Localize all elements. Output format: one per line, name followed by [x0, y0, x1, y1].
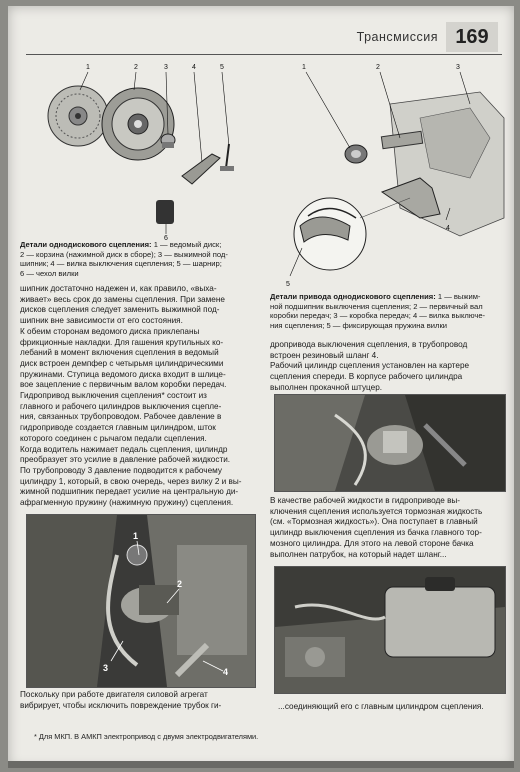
text-line: шипник достаточно надежен и, как правило, «выха- [20, 284, 217, 293]
text-line: ния, связанных трубопроводом. Рабочее давление в [20, 412, 222, 422]
text-line: преобразует это усилие в давление рабочей жидкости. [20, 455, 231, 465]
text-line: сцепления спереди. В корпусе рабочего цилиндра [270, 372, 463, 382]
caption-line: ния сцепления; 5 — фиксирующая пружина вилки [270, 320, 448, 330]
gearbox-drawing [390, 92, 504, 236]
photo1-label: 2 [177, 579, 183, 589]
text-line: Поскольку при работе двигателя силовой агрегат [20, 690, 208, 699]
fig2-caption-title: Детали привода однодискового сцепления: [270, 292, 436, 301]
caption-line: 2 — корзина (нажимной диск в сборе); 3 — выжимной под- [20, 249, 228, 259]
text-line: вое зацепление с первичным валом коробки передач. [20, 380, 227, 390]
text-line: пружинами. Ступица ведомого диска входит в шлице- [20, 369, 226, 379]
text-line: выполнен патрубок, на который надет шланг... [270, 549, 447, 559]
caption-line: 6 — чехол вилки [20, 268, 79, 278]
release-fork-drawing [182, 154, 220, 184]
brake-reservoir-photo [274, 566, 506, 694]
caption-line: коробки передач; 3 — коробка передач; 4 — вилка выключе- [270, 311, 486, 321]
photo1-label: 1 [133, 531, 139, 541]
page-header [26, 24, 502, 55]
text-line: встроен резиновый шланг 4. [270, 350, 379, 360]
caption-line: 1 — ведомый диск; [151, 240, 222, 249]
pivot-drawing [220, 144, 234, 171]
bleeder-fitting-photo [274, 394, 506, 492]
clutch-parts-figure [26, 58, 266, 240]
left-column-text [20, 284, 258, 509]
text-line: В качестве рабочей жидкости в гидроприводе вы- [270, 496, 461, 505]
text-line: главного и рабочего цилиндров выключения сцепле- [20, 401, 222, 411]
footnote: * Для МКП. В АМКП электропривод с двумя электродвигателями. [34, 732, 259, 741]
photo1-label: 3 [103, 663, 109, 673]
right-column-text [270, 340, 506, 394]
fig2-label: 3 [456, 64, 460, 71]
text-line: К обеим сторонам ведомого диска приклепаны [20, 326, 200, 336]
text-line: дроприводa выключения сцепления, в трубопровод [270, 340, 468, 349]
text-line: жимной подшипник передает усилие на центральную ди- [20, 487, 239, 497]
fork-boot-drawing [156, 200, 174, 224]
text-line: ключения сцепления используется тормозная жидкость [270, 506, 483, 516]
caption-line: 1 — выжим- [435, 292, 481, 301]
clutch-drive-figure [270, 58, 508, 292]
release-bearing-drawing [345, 145, 367, 163]
fig1-label: 6 [164, 235, 168, 240]
caption-line: ной подшипник выключения сцепления; 2 — первичный вал [270, 301, 483, 311]
text-line: диск встроен демпфер с четырьмя цилиндрическими [20, 358, 224, 368]
retaining-spring-detail [294, 198, 410, 270]
text-line: По трубопроводу 3 давление подводится к рабочему [20, 465, 222, 475]
text-line: которого соединен с рычагом педали сцепления. [20, 433, 207, 443]
fig1-caption-title: Детали однодискового сцепления: [20, 240, 152, 249]
text-line: гидроприводе создается главным цилиндром, шток [20, 423, 216, 433]
text-line: (см. «Тормозная жидкость»). Она поступает в главный [270, 517, 478, 527]
fig1-label: 4 [192, 64, 196, 71]
fig2-label: 2 [376, 64, 380, 71]
fig1-label: 2 [134, 64, 138, 71]
text-line: Когда водитель нажимает педаль сцепления, цилиндр [20, 444, 228, 454]
working-cylinder-photo [26, 514, 256, 688]
fig2-label: 4 [446, 225, 450, 232]
release-bearing-drawing [161, 134, 175, 148]
page-number: 169 [446, 22, 498, 52]
fig1-label: 1 [86, 64, 90, 71]
fig2-label: 5 [286, 281, 290, 288]
book-page [8, 6, 514, 768]
photo1-label: 4 [223, 667, 229, 677]
fig2-label: 1 [302, 64, 306, 71]
right-bottom-text: ...соединяющий его с главным цилиндром сцепления. [278, 702, 484, 711]
text-line: выполнен прокачной штуцер. [270, 382, 383, 392]
text-line: Рабочий цилиндр сцепления установлен на картере [270, 361, 470, 371]
caption-line: шипник; 4 — вилка выключения сцепления; 5 — шарнир; [20, 259, 222, 269]
pressure-plate-drawing [102, 88, 174, 160]
fig1-caption [20, 240, 258, 278]
fig1-label: 3 [164, 64, 168, 71]
right-mid-text [270, 496, 506, 560]
text-line: шипник вне зависимости от его состояния. [20, 316, 183, 326]
text-line: афрагменную пружину (нажимную пружину) сцепления. [20, 498, 234, 508]
text-line: вибрирует, чтобы исключить повреждение трубок ги- [20, 700, 222, 710]
left-bottom-text [20, 690, 258, 711]
text-line: цилиндр выключения сцепления из бачка главного тор- [270, 528, 482, 538]
page-edge-bar [8, 761, 514, 768]
fig1-label: 5 [220, 64, 224, 71]
driven-disc-drawing [48, 86, 108, 146]
section-title: Трансмиссия [356, 30, 438, 44]
fig2-caption [270, 292, 506, 330]
text-line: дисков сцепления следует заменить выжимной под- [20, 305, 220, 315]
text-line: фрикционные накладки. Для гашения крутильных ко- [20, 337, 224, 347]
text-line: живает» весь срок до замены сцепления. При замене [20, 294, 225, 304]
text-line: цилиндру 1, который, в свою очередь, через вилку 2 и вы- [20, 476, 242, 486]
text-line: лебаний в момент включения сцепления в ведомый [20, 348, 219, 358]
text-line: Гидропривод выключения сцепления* состоит из [20, 391, 207, 401]
text-line: мозного цилиндра. Для этого на левой стороне бачка [270, 538, 474, 548]
